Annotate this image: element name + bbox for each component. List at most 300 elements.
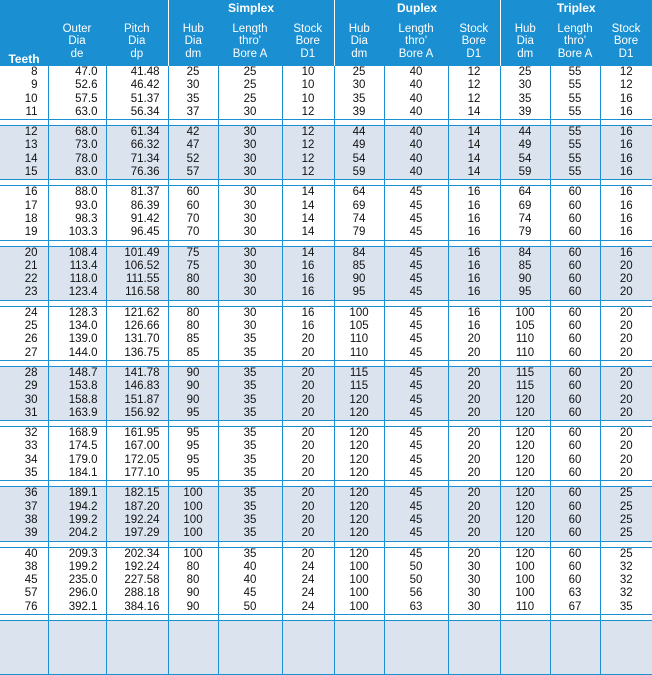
table-cell: 35 bbox=[218, 380, 282, 393]
table-cell: 95 bbox=[168, 467, 218, 481]
table-cell: 60 bbox=[550, 260, 600, 273]
table-cell bbox=[334, 661, 384, 675]
table-cell: 20 bbox=[448, 333, 500, 346]
triplex-length-header: Length thro' Bore A bbox=[550, 14, 600, 66]
table-cell: 20 bbox=[600, 467, 652, 481]
table-cell: 90 bbox=[168, 394, 218, 407]
table-cell: 105 bbox=[500, 320, 550, 333]
table-cell: 20 bbox=[448, 427, 500, 441]
table-cell: 60 bbox=[550, 561, 600, 574]
table-cell: 60 bbox=[550, 366, 600, 380]
table-cell: 108.4 bbox=[48, 246, 106, 260]
table-cell: 20 bbox=[600, 333, 652, 346]
table-cell: 25 bbox=[168, 66, 218, 80]
table-cell bbox=[48, 620, 106, 634]
table-cell: 30 bbox=[448, 561, 500, 574]
table-cell: 167.00 bbox=[106, 440, 168, 453]
table-cell: 20 bbox=[282, 527, 334, 541]
table-row bbox=[0, 93, 652, 106]
table-cell: 12 bbox=[282, 126, 334, 140]
table-row bbox=[0, 366, 652, 380]
table-cell: 35 bbox=[218, 427, 282, 441]
table-cell bbox=[600, 620, 652, 634]
duplex-length-header: Length thro' Bore A bbox=[384, 14, 448, 66]
table-cell bbox=[448, 648, 500, 661]
table-cell: 90 bbox=[168, 380, 218, 393]
table-cell: 90 bbox=[168, 366, 218, 380]
simplex-group-header: Simplex bbox=[168, 0, 334, 14]
table-cell: 95 bbox=[334, 286, 384, 300]
table-cell bbox=[282, 634, 334, 647]
table-cell: 35 bbox=[600, 601, 652, 615]
table-cell: 98.3 bbox=[48, 213, 106, 226]
header-group-row bbox=[0, 0, 652, 14]
table-cell bbox=[168, 634, 218, 647]
table-header bbox=[0, 0, 652, 66]
table-row bbox=[0, 79, 652, 92]
table-row bbox=[0, 620, 652, 634]
table-cell bbox=[106, 634, 168, 647]
table-cell: 12 bbox=[448, 79, 500, 92]
table-cell: 40 bbox=[384, 166, 448, 180]
table-cell: 19 bbox=[0, 226, 48, 240]
table-cell: 187.20 bbox=[106, 501, 168, 514]
table-cell: 35 bbox=[218, 514, 282, 527]
table-cell: 40 bbox=[384, 66, 448, 80]
teeth-header: Teeth bbox=[0, 0, 48, 66]
table-cell bbox=[0, 634, 48, 647]
table-cell: 16 bbox=[448, 273, 500, 286]
table-cell: 45 bbox=[384, 467, 448, 481]
table-cell: 91.42 bbox=[106, 213, 168, 226]
table-cell bbox=[168, 661, 218, 675]
table-cell: 120 bbox=[500, 394, 550, 407]
table-cell: 16 bbox=[448, 226, 500, 240]
table-cell: 55 bbox=[550, 166, 600, 180]
table-cell: 61.34 bbox=[106, 126, 168, 140]
table-row bbox=[0, 320, 652, 333]
table-cell: 20 bbox=[282, 514, 334, 527]
table-cell: 10 bbox=[282, 66, 334, 80]
table-cell: 45 bbox=[218, 587, 282, 600]
table-cell: 54 bbox=[334, 153, 384, 166]
table-cell: 20 bbox=[600, 407, 652, 421]
table-cell: 40 bbox=[218, 561, 282, 574]
table-cell bbox=[500, 648, 550, 661]
table-cell bbox=[448, 661, 500, 675]
table-cell: 93.0 bbox=[48, 200, 106, 213]
table-cell: 60 bbox=[550, 273, 600, 286]
table-cell bbox=[48, 661, 106, 675]
table-cell bbox=[106, 661, 168, 675]
table-cell: 24 bbox=[282, 561, 334, 574]
table-cell: 199.2 bbox=[48, 514, 106, 527]
table-cell: 96.45 bbox=[106, 226, 168, 240]
table-cell: 14 bbox=[282, 226, 334, 240]
table-cell bbox=[500, 661, 550, 675]
table-cell: 44 bbox=[334, 126, 384, 140]
table-cell bbox=[282, 661, 334, 675]
table-cell: 36 bbox=[0, 487, 48, 501]
table-cell: 392.1 bbox=[48, 601, 106, 615]
table-cell: 194.2 bbox=[48, 501, 106, 514]
table-cell: 179.0 bbox=[48, 454, 106, 467]
table-cell: 45 bbox=[384, 226, 448, 240]
table-cell: 20 bbox=[282, 454, 334, 467]
table-cell: 55 bbox=[550, 126, 600, 140]
table-cell bbox=[448, 634, 500, 647]
table-cell: 60 bbox=[550, 440, 600, 453]
table-row bbox=[0, 648, 652, 661]
table-cell: 151.87 bbox=[106, 394, 168, 407]
table-cell: 16 bbox=[600, 186, 652, 200]
table-cell: 25 bbox=[600, 527, 652, 541]
table-cell: 12 bbox=[448, 93, 500, 106]
table-cell: 74 bbox=[500, 213, 550, 226]
table-cell: 16 bbox=[600, 166, 652, 180]
table-cell: 57 bbox=[24, 587, 38, 600]
table-row bbox=[0, 213, 652, 226]
table-row bbox=[0, 394, 652, 407]
table-cell: 80 bbox=[168, 574, 218, 587]
table-cell: 100 bbox=[168, 487, 218, 501]
table-cell: 20 bbox=[282, 427, 334, 441]
table-cell: 45 bbox=[384, 407, 448, 421]
table-cell: 13 bbox=[0, 139, 48, 152]
table-cell: 30 bbox=[218, 226, 282, 240]
table-cell: 45 bbox=[384, 440, 448, 453]
header-column-row bbox=[0, 14, 652, 66]
table-cell: 110 bbox=[500, 347, 550, 361]
table-cell: 90 bbox=[168, 601, 218, 615]
table-cell: 105 bbox=[334, 320, 384, 333]
table-cell: 56.34 bbox=[106, 106, 168, 120]
table-cell: 39 bbox=[334, 106, 384, 120]
table-cell: 38 bbox=[24, 560, 38, 573]
table-cell: 30 bbox=[218, 306, 282, 320]
table-cell: 80 bbox=[168, 286, 218, 300]
table-cell: 20 bbox=[600, 273, 652, 286]
table-cell: 20 bbox=[282, 394, 334, 407]
table-cell: 27 bbox=[0, 347, 48, 361]
table-cell: 168.9 bbox=[48, 427, 106, 441]
table-cell: 33 bbox=[24, 440, 38, 453]
table-cell: 14 bbox=[0, 153, 48, 166]
table-cell: 35 bbox=[218, 394, 282, 407]
table-cell: 174.5 bbox=[48, 440, 106, 453]
table-cell: 30 bbox=[218, 286, 282, 300]
table-cell: 20 bbox=[282, 467, 334, 481]
table-cell bbox=[106, 620, 168, 634]
table-cell: 45 bbox=[384, 501, 448, 514]
table-cell: 16 bbox=[282, 260, 334, 273]
table-cell: 14 bbox=[448, 166, 500, 180]
table-cell: 120 bbox=[500, 527, 550, 541]
table-row bbox=[0, 273, 652, 286]
table-cell: 30 bbox=[218, 166, 282, 180]
table-cell: 20 bbox=[600, 380, 652, 393]
table-cell: 32 bbox=[600, 574, 652, 587]
table-cell: 95 bbox=[168, 454, 218, 467]
table-cell: 88.0 bbox=[48, 186, 106, 200]
table-cell: 76 bbox=[0, 601, 48, 615]
table-cell: 60 bbox=[550, 487, 600, 501]
table-cell: 16 bbox=[448, 306, 500, 320]
table-cell: 20 bbox=[448, 547, 500, 561]
table-cell: 20 bbox=[282, 407, 334, 421]
table-cell: 45 bbox=[24, 574, 38, 587]
table-cell: 63 bbox=[384, 601, 448, 615]
table-cell: 17 bbox=[24, 199, 38, 212]
table-row bbox=[0, 574, 652, 587]
table-cell: 16 bbox=[600, 200, 652, 213]
table-cell: 121.62 bbox=[106, 306, 168, 320]
table-cell: 20 bbox=[282, 547, 334, 561]
table-cell: 12 bbox=[600, 66, 652, 80]
table-cell bbox=[550, 634, 600, 647]
table-cell: 141.78 bbox=[106, 366, 168, 380]
table-row bbox=[0, 139, 652, 152]
table-row bbox=[0, 407, 652, 421]
table-row bbox=[0, 126, 652, 140]
table-cell: 45 bbox=[384, 380, 448, 393]
table-cell: 67 bbox=[550, 601, 600, 615]
table-cell: 16 bbox=[448, 320, 500, 333]
table-cell: 14 bbox=[448, 153, 500, 166]
table-cell: 60 bbox=[550, 186, 600, 200]
table-cell: 20 bbox=[600, 394, 652, 407]
table-cell: 40 bbox=[384, 153, 448, 166]
table-cell: 26 bbox=[24, 333, 38, 346]
table-cell: 45 bbox=[384, 514, 448, 527]
table-cell: 100 bbox=[334, 587, 384, 600]
table-cell: 81.37 bbox=[106, 186, 168, 200]
table-cell: 80 bbox=[168, 273, 218, 286]
table-cell: 204.2 bbox=[48, 527, 106, 541]
table-cell bbox=[600, 661, 652, 675]
table-cell: 37 bbox=[0, 501, 48, 514]
table-cell: 45 bbox=[384, 213, 448, 226]
duplex-stock-bore-header: Stock Bore D1 bbox=[448, 14, 500, 66]
table-cell: 30 bbox=[448, 574, 500, 587]
table-cell bbox=[168, 648, 218, 661]
table-cell: 37 bbox=[168, 106, 218, 120]
table-row bbox=[0, 246, 652, 260]
table-cell: 120 bbox=[334, 467, 384, 481]
table-cell: 20 bbox=[448, 467, 500, 481]
table-cell: 20 bbox=[448, 407, 500, 421]
table-cell: 10 bbox=[282, 79, 334, 92]
table-cell bbox=[218, 648, 282, 661]
table-cell: 106.52 bbox=[106, 260, 168, 273]
table-row bbox=[0, 427, 652, 441]
table-cell: 60 bbox=[550, 574, 600, 587]
table-cell: 57.5 bbox=[48, 93, 106, 106]
table-cell bbox=[600, 648, 652, 661]
table-cell: 25 bbox=[218, 66, 282, 80]
table-row bbox=[0, 106, 652, 120]
table-cell: 59 bbox=[334, 166, 384, 180]
table-cell: 153.8 bbox=[48, 380, 106, 393]
table-cell: 40 bbox=[0, 547, 48, 561]
table-cell bbox=[48, 634, 106, 647]
table-cell: 68.0 bbox=[48, 126, 106, 140]
table-cell: 25 bbox=[218, 93, 282, 106]
table-cell: 32 bbox=[600, 587, 652, 600]
table-cell: 177.10 bbox=[106, 467, 168, 481]
table-cell: 79 bbox=[334, 226, 384, 240]
table-row bbox=[0, 286, 652, 300]
table-cell: 120 bbox=[334, 501, 384, 514]
table-cell: 120 bbox=[334, 394, 384, 407]
table-cell: 60 bbox=[550, 547, 600, 561]
table-cell: 86.39 bbox=[106, 200, 168, 213]
table-cell: 40 bbox=[384, 79, 448, 92]
table-cell: 46.42 bbox=[106, 79, 168, 92]
table-cell: 60 bbox=[550, 286, 600, 300]
table-row bbox=[0, 547, 652, 561]
table-cell: 45 bbox=[384, 333, 448, 346]
table-cell: 22 bbox=[0, 273, 48, 286]
table-cell: 120 bbox=[500, 547, 550, 561]
table-cell: 64 bbox=[334, 186, 384, 200]
table-cell: 12 bbox=[0, 126, 48, 140]
table-cell: 20 bbox=[448, 380, 500, 393]
table-cell: 38 bbox=[0, 514, 48, 527]
table-cell: 40 bbox=[384, 139, 448, 152]
table-cell bbox=[218, 661, 282, 675]
table-cell: 75 bbox=[168, 260, 218, 273]
table-cell: 14 bbox=[448, 126, 500, 140]
table-cell: 52.6 bbox=[48, 79, 106, 92]
table-cell: 28 bbox=[0, 366, 48, 380]
table-cell: 25 bbox=[500, 66, 550, 80]
table-cell: 90 bbox=[168, 587, 218, 600]
table-cell: 16 bbox=[600, 139, 652, 152]
table-cell: 45 bbox=[384, 186, 448, 200]
table-cell: 95 bbox=[168, 440, 218, 453]
table-cell: 120 bbox=[500, 467, 550, 481]
table-cell: 20 bbox=[448, 527, 500, 541]
table-cell bbox=[550, 661, 600, 675]
table-cell: 12 bbox=[448, 66, 500, 80]
table-cell: 45 bbox=[384, 320, 448, 333]
table-cell: 20 bbox=[448, 347, 500, 361]
table-cell bbox=[334, 648, 384, 661]
table-cell: 40 bbox=[384, 93, 448, 106]
table-cell: 50 bbox=[384, 574, 448, 587]
table-cell bbox=[550, 648, 600, 661]
table-cell: 128.3 bbox=[48, 306, 106, 320]
table-cell: 12 bbox=[282, 139, 334, 152]
table-cell: 8 bbox=[0, 66, 48, 80]
table-row bbox=[0, 440, 652, 453]
table-cell bbox=[0, 661, 48, 675]
table-cell: 25 bbox=[24, 320, 38, 333]
table-cell: 100 bbox=[168, 527, 218, 541]
table-cell: 30 bbox=[334, 79, 384, 92]
table-row bbox=[0, 226, 652, 240]
table-cell bbox=[500, 634, 550, 647]
table-cell: 16 bbox=[0, 186, 48, 200]
table-cell: 56 bbox=[384, 587, 448, 600]
table-row bbox=[0, 527, 652, 541]
table-cell: 79 bbox=[500, 226, 550, 240]
table-cell: 20 bbox=[448, 514, 500, 527]
table-cell: 60 bbox=[550, 333, 600, 346]
table-cell: 30 bbox=[218, 213, 282, 226]
table-cell: 45 bbox=[384, 366, 448, 380]
table-cell: 35 bbox=[218, 547, 282, 561]
table-cell: 63.0 bbox=[48, 106, 106, 120]
table-body bbox=[0, 66, 652, 675]
table-cell: 29 bbox=[0, 380, 48, 393]
table-cell: 16 bbox=[448, 200, 500, 213]
table-row bbox=[0, 467, 652, 481]
table-cell: 45 bbox=[384, 246, 448, 260]
table-cell: 60 bbox=[550, 380, 600, 393]
table-cell: 95 bbox=[168, 407, 218, 421]
table-cell: 45 bbox=[384, 306, 448, 320]
table-cell: 120 bbox=[334, 527, 384, 541]
table-cell: 52 bbox=[168, 153, 218, 166]
table-cell: 146.83 bbox=[106, 380, 168, 393]
table-cell: 90 bbox=[500, 273, 550, 286]
table-cell: 101.49 bbox=[106, 246, 168, 260]
table-cell: 12 bbox=[282, 106, 334, 120]
table-cell: 12 bbox=[282, 166, 334, 180]
table-cell: 30 bbox=[448, 601, 500, 615]
table-cell: 45 bbox=[384, 260, 448, 273]
table-cell: 64 bbox=[500, 186, 550, 200]
table-cell: 192.24 bbox=[106, 561, 168, 574]
table-cell: 100 bbox=[168, 501, 218, 514]
table-cell: 30 bbox=[448, 587, 500, 600]
table-cell: 126.66 bbox=[106, 320, 168, 333]
pitch-group-spacer bbox=[106, 0, 168, 14]
table-cell: 57 bbox=[168, 166, 218, 180]
table-cell: 39 bbox=[500, 106, 550, 120]
table-cell: 384.16 bbox=[106, 601, 168, 615]
table-row bbox=[0, 166, 652, 180]
table-cell: 60 bbox=[550, 246, 600, 260]
table-cell: 35 bbox=[218, 407, 282, 421]
table-cell: 35 bbox=[500, 93, 550, 106]
table-cell: 15 bbox=[0, 166, 48, 180]
table-cell: 75 bbox=[168, 246, 218, 260]
table-cell: 16 bbox=[600, 93, 652, 106]
table-cell: 16 bbox=[600, 226, 652, 240]
table-cell bbox=[106, 648, 168, 661]
table-cell: 14 bbox=[282, 200, 334, 213]
table-cell: 20 bbox=[282, 501, 334, 514]
table-cell: 120 bbox=[500, 514, 550, 527]
table-cell: 55 bbox=[550, 153, 600, 166]
table-cell: 39 bbox=[0, 527, 48, 541]
table-cell: 120 bbox=[500, 501, 550, 514]
table-cell: 60 bbox=[550, 200, 600, 213]
table-cell: 45 bbox=[384, 394, 448, 407]
table-cell: 76.36 bbox=[106, 166, 168, 180]
table-cell: 42 bbox=[168, 126, 218, 140]
table-row bbox=[0, 661, 652, 675]
table-cell: 197.29 bbox=[106, 527, 168, 541]
table-cell: 184.1 bbox=[48, 467, 106, 481]
table-cell: 30 bbox=[218, 139, 282, 152]
table-row bbox=[0, 153, 652, 166]
table-cell: 20 bbox=[600, 260, 652, 273]
table-cell: 110 bbox=[500, 601, 550, 615]
